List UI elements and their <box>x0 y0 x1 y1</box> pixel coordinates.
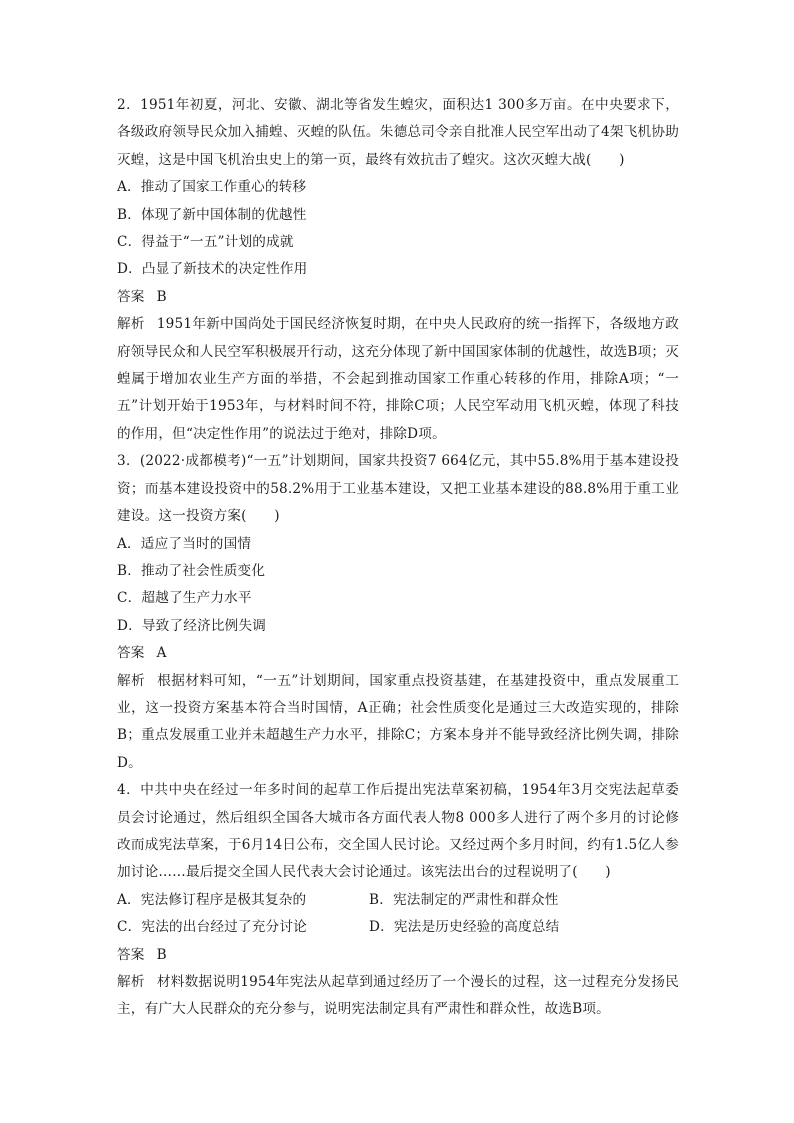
option-b: B．宪法制定的严肃性和群众性 <box>369 891 559 908</box>
option-d: D．宪法是历史经验的高度总结 <box>369 919 560 936</box>
option-b: B．体现了新中国体制的优越性 <box>117 206 307 223</box>
document-page <box>117 92 679 1024</box>
question-stem: 4．中共中央在经过一年多时间的起草工作后提出宪法草案初稿，1954年3月交宪法起草委员会讨论通过，然后组织全国各大城市各方面代表人物8 000多人进行了两个多月的讨论修改而成宪法草案，于6月14日公布，交全国人民讨论。又经过两个多月时间，约有1.5亿人参加讨论……最后提交全国人民代表大会讨论通过。该宪法出台的过程说明了( ) <box>117 782 679 881</box>
analysis-label: 解析 <box>117 672 146 689</box>
answer-label: 答案 <box>117 288 145 305</box>
question-stem: 2．1951年初夏，河北、安徽、湖北等省发生蝗灾，面积达1 300多万亩。在中央要求下，各级政府领导民众加入捕蝗、灭蝗的队伍。朱德总司令亲自批准人民空军出动了4架飞机协助灭蝗，这是中国飞机治虫史上的第一页，最终有效抗击了蝗灾。这次灭蝗大战( ) <box>117 97 679 168</box>
analysis-label: 解析 <box>117 974 145 990</box>
analysis-label: 解析 <box>117 316 145 333</box>
question-2 <box>117 92 679 448</box>
analysis-paragraph <box>117 311 679 448</box>
answer-line <box>117 284 679 311</box>
option-c: C．超越了生产力水平 <box>117 590 252 607</box>
analysis-text: 根据材料可知，“一五”计划期间，国家重点投资基建，在基建投资中，重点发展重工业，这一投资方案基本符合当时国情，A正确；社会性质变化是通过三大改造实现的，排除B；重点发展重工业并未超越生产力水平，排除C；方案本身并不能导致经济比例失调，排除D。 <box>117 672 679 771</box>
answer-line <box>117 942 679 969</box>
answer-line <box>117 640 679 667</box>
answer-label: 答案 <box>117 946 145 963</box>
option-a: A．宪法修订程序是极其复杂的 <box>117 891 307 908</box>
analysis-text: 1951年新中国尚处于国民经济恢复时期，在中央人民政府的统一指挥下，各级地方政府领导民众和人民空军积极展开行动，这充分体现了新中国国家体制的优越性，故选B项；灭蝗属于增加农业生产方面的举措，不会起到推动国家工作重心转移的作用，排除A项；“一五”计划开始于1953年，与材料时间不符，排除C项；人民空军动用飞机灭蝗，体现了科技的作用，但“决定性作用”的说法过于绝对，排除D项。 <box>117 316 679 442</box>
analysis-paragraph <box>117 668 679 778</box>
question-stem: 3．(2022·成都模考)“一五”计划期间，国家共投资7 664亿元，其中55.8%用于基本建设投资；而基本建设投资中的58.2%用于工业基本建设，又把工业基本建设的88.8%用于重工业建设。这一投资方案( ) <box>117 453 679 525</box>
options-row-1 <box>117 887 679 914</box>
question-3 <box>117 448 679 777</box>
option-d: D．凸显了新技术的决定性作用 <box>117 261 308 278</box>
answer-value: A <box>156 645 167 662</box>
option-c: C．得益于“一五”计划的成就 <box>117 234 294 251</box>
option-a: A．推动了国家工作重心的转移 <box>117 179 307 196</box>
option-c: C．宪法的出台经过了充分讨论 <box>117 919 307 936</box>
analysis-text: 材料数据说明1954年宪法从起草到通过经历了一个漫长的过程，这一过程充分发扬民主，有广大人民群众的充分参与，说明宪法制定具有严肃性和群众性，故选B项。 <box>117 974 679 1018</box>
answer-value: B <box>156 288 167 305</box>
options-row-2 <box>117 914 679 941</box>
question-4 <box>117 777 679 1024</box>
option-b: B．推动了社会性质变化 <box>117 562 266 579</box>
answer-value: B <box>156 946 167 963</box>
answer-label: 答案 <box>117 645 145 662</box>
option-d: D．导致了经济比例失调 <box>117 617 267 634</box>
option-a: A．适应了当时的国情 <box>117 535 252 552</box>
analysis-paragraph <box>117 969 679 1024</box>
